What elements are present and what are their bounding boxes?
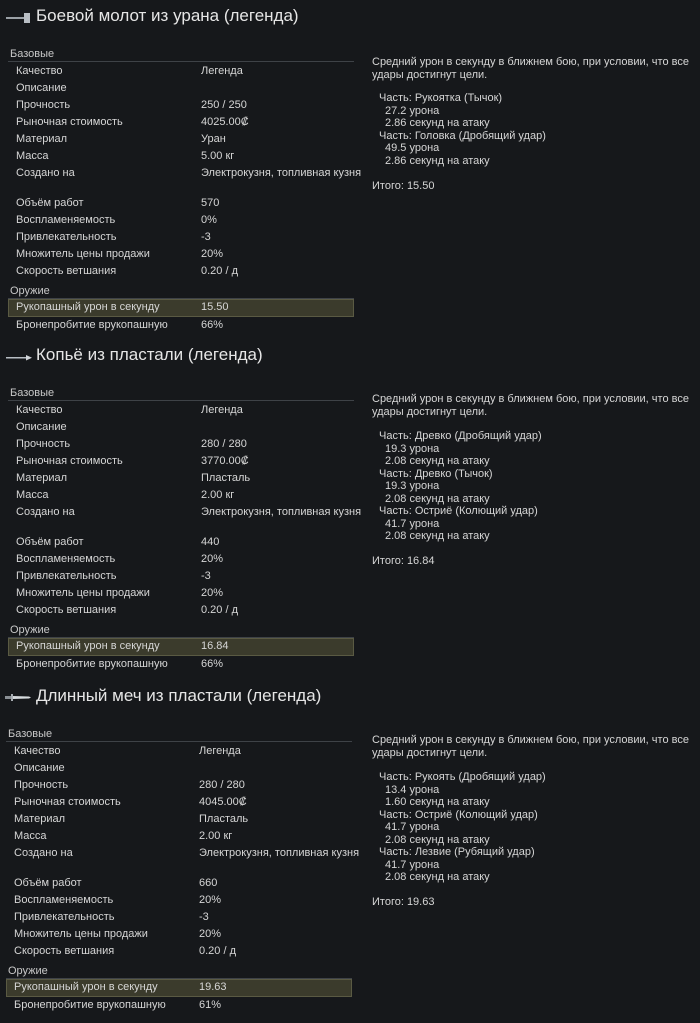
stat-row-description[interactable] — [8, 419, 354, 436]
part-name: Часть: Рукоять (Дробящий удар) — [379, 771, 546, 783]
stat-row-durability[interactable] — [8, 436, 354, 453]
dps-description: Средний урон в секунду в ближнем бою, при условии, что все удары достигнут цели. — [372, 393, 689, 418]
stat-row-sell-mult[interactable] — [8, 585, 354, 602]
part-cooldown: 1.60 секунд на атаку — [385, 796, 490, 808]
dps-description: Средний урон в секунду в ближнем бою, при условии, что все удары достигнут цели. — [372, 734, 689, 759]
part-name: Часть: Лезвие (Рубящий удар) — [379, 846, 535, 858]
section-weapon-label: Оружие — [10, 285, 50, 297]
stat-label: Множитель цены продажи — [16, 248, 150, 260]
stat-row-beauty[interactable] — [6, 909, 352, 926]
part-cooldown: 2.86 секунд на атаку — [385, 154, 490, 167]
parts-list — [372, 771, 694, 884]
stat-value: 280 / 280 — [201, 438, 247, 450]
stat-row-material[interactable] — [6, 811, 352, 828]
stat-label: Бронепробитие врукопашную — [16, 319, 168, 331]
section-base-label: Базовые — [10, 48, 55, 60]
stat-label: Рыночная стоимость — [16, 116, 123, 128]
stat-value: 15.50 — [201, 301, 229, 313]
stat-label: Рыночная стоимость — [16, 455, 123, 467]
stat-label: Объём работ — [14, 877, 82, 889]
stat-row-flammability[interactable] — [8, 551, 354, 568]
stat-row-flammability[interactable] — [6, 892, 352, 909]
stat-label: Рукопашный урон в секунду — [16, 301, 160, 313]
item-title: Длинный меч из пластали (легенда) — [36, 686, 322, 705]
stat-label: Бронепробитие врукопашную — [14, 999, 166, 1011]
stat-label: Качество — [16, 404, 63, 416]
section-weapon-label: Оружие — [10, 624, 50, 636]
stat-row-melee-dps[interactable] — [8, 299, 354, 317]
part-damage: 49.5 урона — [385, 142, 440, 154]
stat-label: Привлекательность — [16, 570, 117, 582]
stat-row-armor-pen[interactable] — [6, 997, 352, 1014]
stat-row-material[interactable] — [8, 470, 354, 487]
item-header — [4, 341, 263, 369]
stat-row-sell-mult[interactable] — [8, 246, 354, 263]
stat-row-market-value[interactable] — [8, 114, 354, 131]
stat-value: 4045.00₡ — [199, 796, 247, 808]
section-divider — [8, 400, 354, 401]
stat-label: Скорость ветшания — [16, 604, 117, 616]
stat-value: Пласталь — [201, 472, 251, 484]
stat-value: Легенда — [201, 404, 243, 416]
stat-label: Описание — [16, 421, 67, 433]
stat-value: -3 — [201, 570, 211, 582]
part-damage: 41.7 урона — [385, 858, 440, 871]
stat-label: Создано на — [16, 167, 75, 179]
stat-value: 570 — [201, 197, 220, 209]
stat-value: 20% — [199, 894, 222, 906]
stat-label: Скорость ветшания — [14, 945, 115, 957]
stat-row-flammability[interactable] — [8, 212, 354, 229]
part-name: Часть: Рукоятка (Тычок) — [379, 92, 503, 104]
item-title: Боевой молот из урана (легенда) — [36, 6, 299, 25]
stat-row-material[interactable] — [8, 131, 354, 148]
spear-icon — [4, 345, 32, 365]
stat-value: 61% — [199, 999, 222, 1011]
stat-row-deterioration[interactable] — [8, 263, 354, 280]
stat-label: Материал — [14, 813, 65, 825]
stat-label: Скорость ветшания — [16, 265, 117, 277]
stat-value: 0% — [201, 214, 217, 226]
stat-row-durability[interactable] — [6, 777, 352, 794]
stat-label: Воспламеняемость — [14, 894, 114, 906]
stat-label: Воспламеняемость — [16, 214, 116, 226]
section-divider — [8, 61, 354, 62]
stat-label: Бронепробитие врукопашную — [16, 658, 168, 670]
stat-label: Качество — [14, 745, 61, 757]
section-weapon-label: Оружие — [8, 965, 48, 977]
section-base-label: Базовые — [8, 728, 53, 740]
part-name: Часть: Древко (Дробящий удар) — [379, 430, 542, 442]
stat-row-deterioration[interactable] — [6, 943, 352, 960]
warhammer-icon — [4, 6, 32, 26]
parts-list — [372, 430, 694, 543]
stat-value: 20% — [199, 928, 222, 940]
part-cooldown: 2.08 секунд на атаку — [385, 530, 490, 542]
part-damage: 19.3 урона — [385, 442, 440, 455]
part-cooldown: 2.08 секунд на атаку — [385, 455, 490, 467]
stat-row-sell-mult[interactable] — [6, 926, 352, 943]
stat-row-mass[interactable] — [8, 487, 354, 504]
stat-label: Рукопашный урон в секунду — [16, 640, 160, 652]
stat-value: Уран — [201, 133, 226, 145]
part-name: Часть: Древко (Тычок) — [379, 467, 493, 480]
stat-label: Объём работ — [16, 197, 84, 209]
stat-row-work[interactable] — [8, 534, 354, 551]
section-base-label: Базовые — [10, 387, 55, 399]
stat-value: 66% — [201, 319, 224, 331]
stat-label: Масса — [16, 489, 49, 501]
part-damage: 13.4 урона — [385, 783, 440, 796]
stat-row-deterioration[interactable] — [8, 602, 354, 619]
section-divider — [6, 741, 352, 742]
part-damage: 41.7 урона — [385, 821, 440, 833]
stat-row-description[interactable] — [6, 760, 352, 777]
stat-label: Описание — [16, 82, 67, 94]
stat-label: Прочность — [16, 99, 71, 111]
stat-value: 5.00 кг — [201, 150, 235, 162]
stat-row-work[interactable] — [8, 195, 354, 212]
stat-value: 20% — [201, 587, 224, 599]
stat-row-beauty[interactable] — [8, 229, 354, 246]
part-damage: 19.3 урона — [385, 480, 440, 492]
stat-label: Материал — [16, 133, 67, 145]
item-title: Копьё из пластали (легенда) — [36, 345, 263, 364]
stat-value: 660 — [199, 877, 218, 889]
part-damage: 41.7 урона — [385, 517, 440, 530]
stat-label: Воспламеняемость — [16, 553, 116, 565]
stat-value: Легенда — [199, 745, 241, 757]
stat-label: Создано на — [16, 506, 75, 518]
stat-label: Множитель цены продажи — [14, 928, 148, 940]
stat-value: Электрокузня, топливная кузня — [199, 847, 360, 859]
part-cooldown: 2.08 секунд на атаку — [385, 833, 490, 846]
stat-label: Привлекательность — [14, 911, 115, 923]
item-panel-spear — [0, 341, 700, 679]
part-cooldown: 2.08 секунд на атаку — [385, 492, 490, 505]
stat-value: 440 — [201, 536, 220, 548]
part-name: Часть: Остриё (Колющий удар) — [379, 505, 538, 517]
stat-label: Материал — [16, 472, 67, 484]
stat-row-beauty[interactable] — [8, 568, 354, 585]
stat-value: 3770.00₡ — [201, 455, 249, 467]
stat-value: -3 — [201, 231, 211, 243]
stat-row-armor-pen[interactable] — [8, 317, 354, 334]
stat-label: Качество — [16, 65, 63, 77]
stat-label: Масса — [16, 150, 49, 162]
stat-label: Множитель цены продажи — [16, 587, 150, 599]
part-damage: 27.2 урона — [385, 104, 440, 117]
stat-value: 280 / 280 — [199, 779, 245, 791]
stat-row-mass[interactable] — [6, 828, 352, 845]
stat-row-melee-dps[interactable] — [8, 638, 354, 656]
dps-description: Средний урон в секунду в ближнем бою, при условии, что все удары достигнут цели. — [372, 56, 689, 81]
stat-label: Создано на — [14, 847, 73, 859]
item-panel-warhammer — [0, 2, 700, 340]
stat-label: Масса — [14, 830, 47, 842]
part-cooldown: 2.86 секунд на атаку — [385, 117, 490, 129]
longsword-icon — [4, 686, 32, 706]
item-header — [4, 682, 321, 710]
dps-total: Итого: 15.50 — [372, 180, 435, 192]
stat-value: 0.20 / д — [201, 604, 238, 616]
stat-value: -3 — [199, 911, 209, 923]
stat-row-durability[interactable] — [8, 97, 354, 114]
part-name: Часть: Остриё (Колющий удар) — [379, 808, 538, 821]
stat-label: Объём работ — [16, 536, 84, 548]
parts-list — [372, 92, 694, 167]
stat-value: Электрокузня, топливная кузня — [201, 167, 362, 179]
stat-value: 16.84 — [201, 640, 229, 652]
dps-total: Итого: 19.63 — [372, 896, 435, 908]
stat-row-made-at[interactable] — [6, 845, 360, 875]
part-cooldown: 2.08 секунд на атаку — [385, 871, 490, 883]
stat-value: 4025.00₡ — [201, 116, 249, 128]
stat-row-made-at[interactable] — [8, 165, 362, 195]
stat-row-armor-pen[interactable] — [8, 656, 354, 673]
stat-row-quality[interactable] — [8, 402, 354, 419]
stat-label: Прочность — [14, 779, 69, 791]
stat-row-market-value[interactable] — [8, 453, 354, 470]
stat-label: Прочность — [16, 438, 71, 450]
stat-row-work[interactable] — [6, 875, 352, 892]
stat-value: 250 / 250 — [201, 99, 247, 111]
stat-row-quality[interactable] — [6, 743, 352, 760]
stat-value: 20% — [201, 553, 224, 565]
stat-label: Описание — [14, 762, 65, 774]
stat-row-market-value[interactable] — [6, 794, 352, 811]
stat-row-mass[interactable] — [8, 148, 354, 165]
stat-row-melee-dps[interactable] — [6, 979, 352, 997]
stat-label: Привлекательность — [16, 231, 117, 243]
stat-row-quality[interactable] — [8, 63, 354, 80]
stat-row-description[interactable] — [8, 80, 354, 97]
dps-total: Итого: 16.84 — [372, 555, 435, 567]
item-header — [4, 2, 299, 30]
stat-row-made-at[interactable] — [8, 504, 362, 534]
stat-value: 0.20 / д — [199, 945, 236, 957]
stat-label: Рукопашный урон в секунду — [14, 981, 158, 993]
stat-value: Электрокузня, топливная кузня — [201, 506, 362, 518]
stat-value: 20% — [201, 248, 224, 260]
stat-value: Пласталь — [199, 813, 249, 825]
stat-value: 19.63 — [199, 981, 227, 993]
stat-value: 66% — [201, 658, 224, 670]
stat-value: 2.00 кг — [199, 830, 233, 842]
part-name: Часть: Головка (Дробящий удар) — [379, 129, 546, 142]
item-panel-longsword — [0, 682, 700, 1020]
stat-value: Легенда — [201, 65, 243, 77]
stat-value: 2.00 кг — [201, 489, 235, 501]
stat-value: 0.20 / д — [201, 265, 238, 277]
stat-label: Рыночная стоимость — [14, 796, 121, 808]
